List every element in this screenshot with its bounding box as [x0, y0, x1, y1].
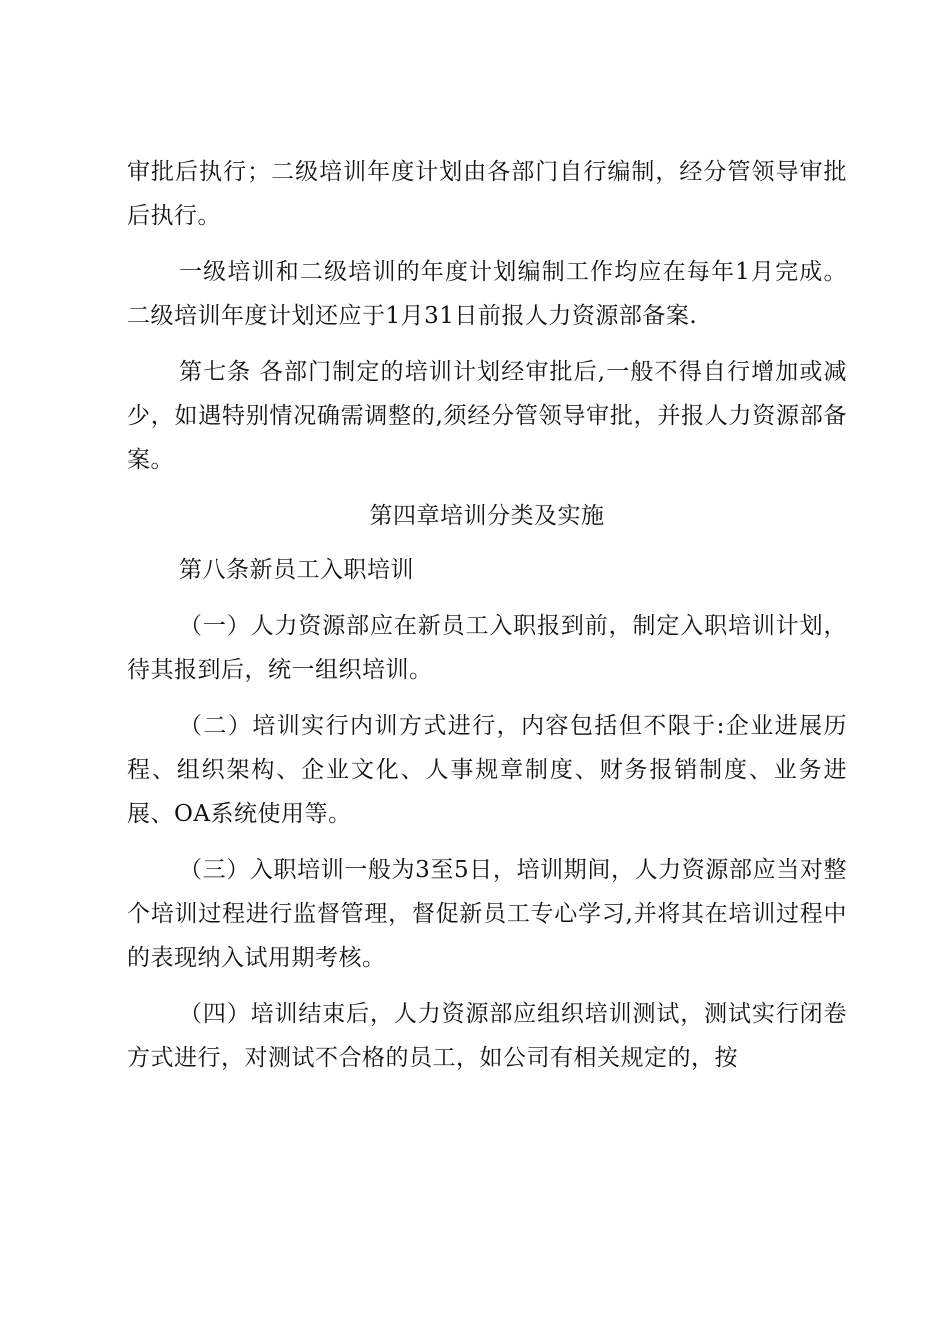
list-item-3: （三）入职培训一般为3至5日，培训期间，人力资源部应当对整个培训过程进行监督管理，督促新员工专心学习,并将其在培训过程中的表现纳入试用期考核。 — [127, 857, 847, 971]
list-item-4: （四）培训结束后，人力资源部应组织培训测试，测试实行闭卷方式进行，对测试不合格的员工，如公司有相关规定的，按 — [127, 1001, 847, 1071]
paragraph-approval-continuation: 审批后执行；二级培训年度计划由各部门自行编制，经分管领导审批后执行。 — [127, 159, 847, 229]
paragraph-article-7: 第七条 各部门制定的培训计划经审批后,一般不得自行增加或减少，如遇特别情况确需调整的,须经分管领导审批，并报人力资源部备案。 — [127, 359, 847, 473]
document-page — [127, 150, 847, 1092]
list-item-2: （二）培训实行内训方式进行，内容包括但不限于:企业进展历程、组织架构、企业文化、人事规章制度、财务报销制度、业务进展、OA系统使用等。 — [127, 713, 847, 827]
chapter-title: 第四章培训分类及实施 — [369, 503, 605, 529]
list-item-1: （一）人力资源部应在新员工入职报到前，制定入职培训计划，待其报到后，统一组织培训。 — [127, 613, 847, 683]
article-8-title: 第八条新员工入职培训 — [179, 557, 414, 583]
paragraph-annual-plan-deadline: 一级培训和二级培训的年度计划编制工作均应在每年1月完成。二级培训年度计划还应于1月31日前报人力资源部备案. — [127, 259, 847, 329]
